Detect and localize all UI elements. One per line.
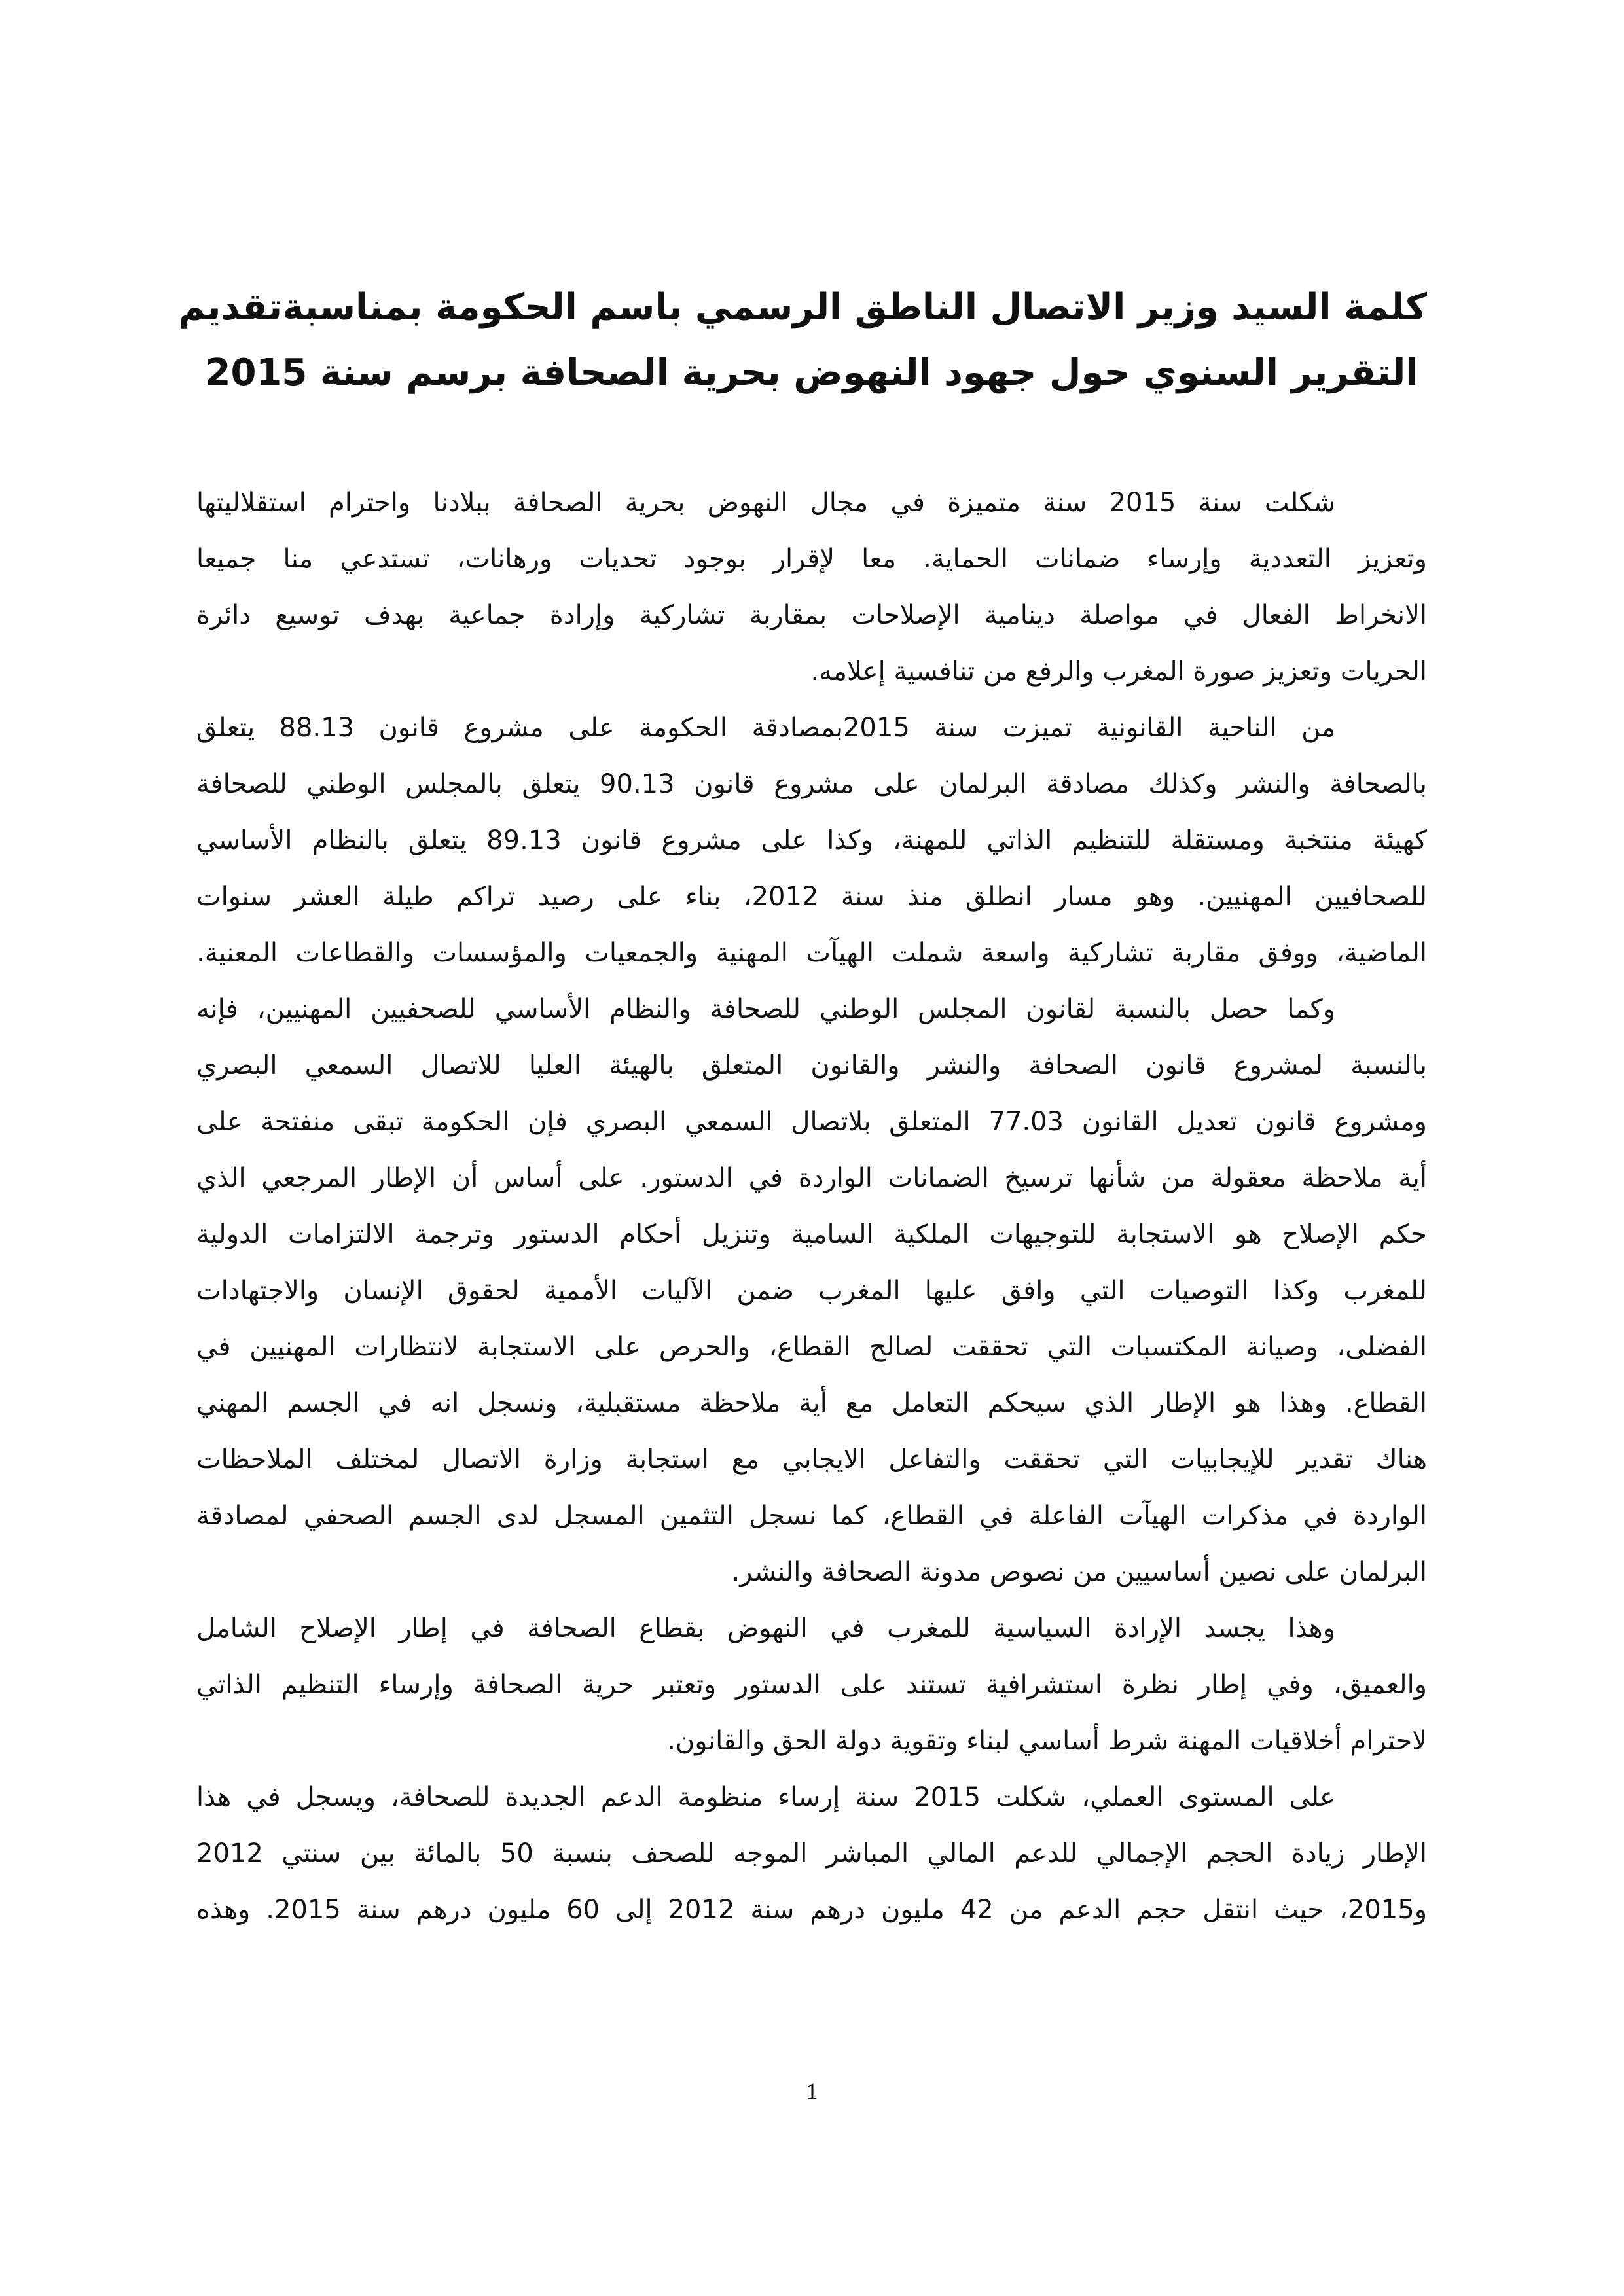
text-line: أية ملاحظة معقولة من شأنها ترسيخ الضمانات الواردة في الدستور. على أساس أن الإطار المرجعي الذي: [196, 1163, 1427, 1193]
text-line: والعميق، وفي إطار نظرة استشرافية تستند على الدستور وتعتبر حرية الصحافة وإرساء التنظيم الذاتي: [196, 1670, 1427, 1700]
text-line: ومشروع قانون تعديل القانون 77.03 المتعلق بلاتصال السمعي البصري فإن الحكومة تبقى منفتحة على: [196, 1107, 1427, 1137]
text-line: و2015، حيث انتقل حجم الدعم من 42 مليون درهم سنة 2012 إلى 60 مليون درهم سنة 2015. وهذه: [196, 1895, 1427, 1925]
text-line: الفضلى، وصيانة المكتسبات التي تحققت لصالح القطاع، والحرص على الاستجابة لانتظارات المهنيين في: [196, 1332, 1427, 1362]
text-line: للمغرب وكذا التوصيات التي وافق عليها المغرب ضمن الآليات الأممية لحقوق الإنسان والاجتهادات: [196, 1276, 1427, 1306]
paragraph-political-will: [196, 1600, 1427, 1769]
text-line: الماضية، ووفق مقاربة تشاركية واسعة شملت الهيآت المهنية والجمعيات والمؤسسات والقطاعات المعنية.: [196, 938, 1427, 968]
text-line: للصحافيين المهنيين. وهو مسار انطلق منذ سنة 2012، بناء على رصيد تراكم طيلة العشر سنوات: [196, 882, 1427, 912]
text-line: الانخراط الفعال في مواصلة دينامية الإصلاحات بمقاربة تشاركية وإرادة جماعية بهدف توسيع دائرة: [196, 600, 1427, 630]
document-body: [196, 475, 1427, 1938]
text-line: الإطار زيادة الحجم الإجمالي للدعم المالي المباشر الموجه للصحف بنسبة 50 بالمائة بين سنتي 2012: [196, 1839, 1427, 1869]
text-line: وهذا يجسد الإرادة السياسية للمغرب في النهوض بقطاع الصحافة في إطار الإصلاح الشامل: [196, 1613, 1335, 1643]
text-line: حكم الإصلاح هو الاستجابة للتوجيهات الملكية السامية وتنزيل أحكام الدستور وترجمة الالتزامات الدولية: [196, 1219, 1427, 1249]
document-title: [178, 275, 1427, 406]
paragraph-press-council: [196, 981, 1427, 1600]
text-line: الحريات وتعزيز صورة المغرب والرفع من تنافسية إعلامه.: [810, 656, 1427, 687]
text-line: شكلت سنة 2015 سنة متميزة في مجال النهوض بحرية الصحافة ببلادنا واحترام استقلاليتها: [196, 488, 1336, 518]
title-line: التقرير السنوي حول جهود النهوض بحرية الصحافة برسم سنة 2015: [205, 351, 1418, 394]
text-line: بالصحافة والنشر وكذلك مصادقة البرلمان على مشروع قانون 90.13 يتعلق بالمجلس الوطني للصحافة: [196, 769, 1427, 799]
text-line: وكما حصل بالنسبة لقانون المجلس الوطني للصحافة والنظام الأساسي للصحفيين المهنيين، فإنه: [196, 994, 1335, 1024]
text-line: وتعزيز التعددية وإرساء ضمانات الحماية. معا لإقرار بوجود تحديات ورهانات، تستدعي منا جميعا: [196, 544, 1427, 574]
text-line: من الناحية القانونية تميزت سنة 2015بمصادقة الحكومة على مشروع قانون 88.13 يتعلق: [196, 713, 1336, 743]
text-line: البرلمان على نصين أساسيين من نصوص مدونة الصحافة والنشر.: [731, 1557, 1427, 1587]
paragraph-intro: [196, 475, 1427, 700]
text-line: على المستوى العملي، شكلت 2015 سنة إرساء منظومة الدعم الجديدة للصحافة، ويسجل في هذا: [196, 1782, 1335, 1812]
paragraph-legal: [196, 700, 1427, 981]
text-line: الواردة في مذكرات الهيآت الفاعلة في القطاع، كما نسجل التثمين المسجل لدى الجسم الصحفي لمصادقة: [196, 1501, 1427, 1531]
text-line: بالنسبة لمشروع قانون الصحافة والنشر والقانون المتعلق بالهيئة العليا للاتصال السمعي البصري: [196, 1050, 1427, 1081]
title-line: كلمة السيد وزير الاتصال الناطق الرسمي باسم الحكومة بمناسبةتقديم: [178, 286, 1427, 329]
paragraph-practical-level: [196, 1769, 1427, 1938]
text-line: القطاع. وهذا هو الإطار الذي سيحكم التعامل مع أية ملاحظة مستقبلية، ونسجل انه في الجسم المهني: [196, 1388, 1427, 1418]
page-number: 1: [806, 2078, 818, 2104]
text-line: كهيئة منتخبة ومستقلة للتنظيم الذاتي للمهنة، وكذا على مشروع قانون 89.13 يتعلق بالنظام الأساسي: [196, 825, 1427, 855]
text-line: هناك تقدير للإيجابيات التي تحققت والتفاعل الايجابي مع استجابة وزارة الاتصال لمختلف الملاحظات: [196, 1444, 1427, 1475]
text-line: لاحترام أخلاقيات المهنة شرط أساسي لبناء وتقوية دولة الحق والقانون.: [667, 1726, 1427, 1756]
